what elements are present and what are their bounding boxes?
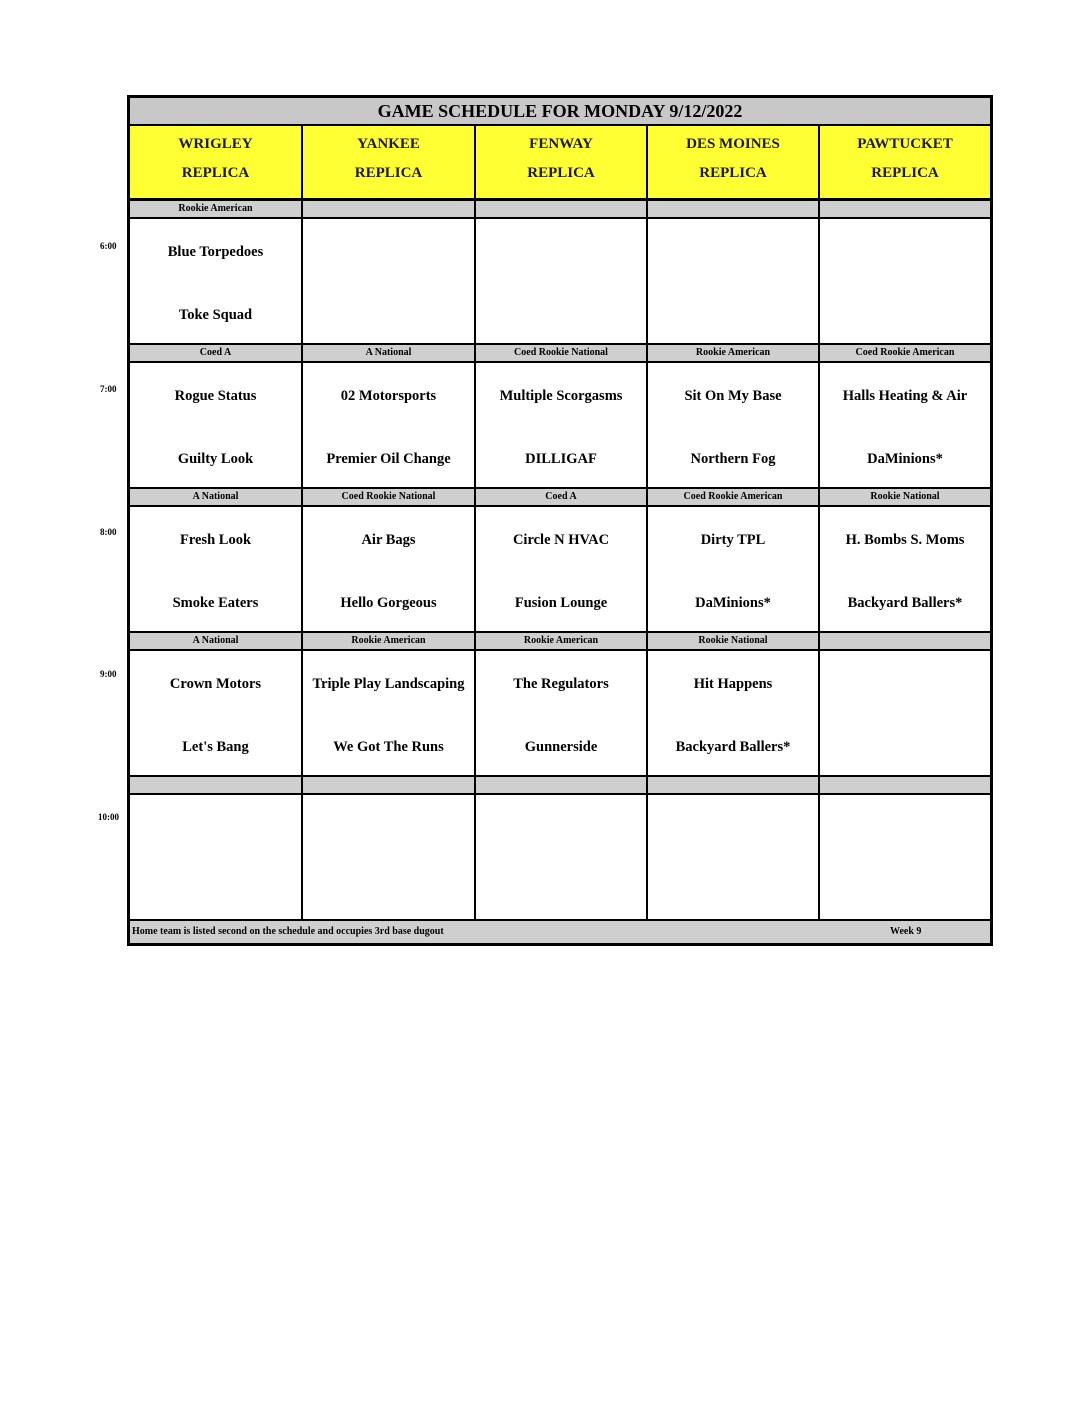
away-team: Crown Motors xyxy=(169,676,262,692)
division-label xyxy=(303,201,476,217)
time-label: 9:00 xyxy=(100,669,117,679)
home-team: Guilty Look xyxy=(177,451,254,467)
away-team: Blue Torpedoes xyxy=(167,244,264,260)
home-team: Backyard Ballers* xyxy=(847,595,963,611)
field-header xyxy=(820,126,990,198)
game-row xyxy=(130,795,990,921)
field-header xyxy=(303,126,476,198)
division-label xyxy=(476,777,648,793)
division-label xyxy=(820,201,990,217)
field-subtitle: REPLICA xyxy=(527,165,595,181)
game-cell xyxy=(820,795,990,919)
schedule-table xyxy=(127,95,993,946)
home-team: Smoke Eaters xyxy=(172,595,259,611)
time-label: 8:00 xyxy=(100,527,117,537)
page-title: GAME SCHEDULE FOR MONDAY 9/12/2022 xyxy=(130,98,990,126)
game-cell xyxy=(820,507,990,631)
game-cell xyxy=(303,651,476,775)
division-label xyxy=(476,201,648,217)
game-row xyxy=(130,651,990,777)
field-subtitle: REPLICA xyxy=(699,165,767,181)
away-team: Hit Happens xyxy=(693,676,773,692)
division-label: A National xyxy=(303,345,476,361)
away-team: Fresh Look xyxy=(179,532,252,548)
game-cell xyxy=(476,795,648,919)
division-label xyxy=(303,777,476,793)
field-name: YANKEE xyxy=(357,136,420,152)
game-cell xyxy=(303,507,476,631)
away-team: Air Bags xyxy=(361,532,416,548)
field-name: PAWTUCKET xyxy=(857,136,953,152)
away-team: Triple Play Landscaping xyxy=(312,676,465,692)
division-label: A National xyxy=(130,633,303,649)
game-cell xyxy=(820,219,990,343)
game-cell xyxy=(648,507,820,631)
division-label xyxy=(820,777,990,793)
away-team: Multiple Scorgasms xyxy=(499,388,623,404)
away-team: H. Bombs S. Moms xyxy=(845,532,965,548)
home-team: We Got The Runs xyxy=(333,739,444,755)
game-cell xyxy=(476,219,648,343)
time-label: 7:00 xyxy=(100,384,117,394)
field-subtitle: REPLICA xyxy=(871,165,939,181)
game-cell xyxy=(130,219,303,343)
game-cell xyxy=(820,651,990,775)
game-cell xyxy=(130,795,303,919)
home-team: Let's Bang xyxy=(182,739,249,755)
division-label xyxy=(130,777,303,793)
away-team: Halls Heating & Air xyxy=(842,388,968,404)
week-label: Week 9 xyxy=(890,926,922,937)
field-subtitle: REPLICA xyxy=(354,165,423,181)
away-team: The Regulators xyxy=(513,676,609,692)
division-label xyxy=(648,201,820,217)
home-team: Toke Squad xyxy=(178,307,253,323)
game-cell xyxy=(303,363,476,487)
division-label xyxy=(648,777,820,793)
game-cell xyxy=(476,507,648,631)
game-cell xyxy=(648,363,820,487)
division-label: Coed Rookie American xyxy=(648,489,820,505)
game-cell xyxy=(303,795,476,919)
division-label: Coed Rookie National xyxy=(303,489,476,505)
home-team: DaMinions* xyxy=(695,595,771,611)
home-team: DaMinions* xyxy=(867,451,943,467)
game-row xyxy=(130,363,990,489)
division-label: Coed Rookie National xyxy=(476,345,648,361)
division-label: Coed A xyxy=(476,489,648,505)
game-row xyxy=(130,219,990,345)
division-label xyxy=(820,633,990,649)
division-label: Rookie National xyxy=(648,633,820,649)
away-team: 02 Motorsports xyxy=(340,388,437,404)
game-cell xyxy=(130,507,303,631)
field-name: FENWAY xyxy=(529,136,593,152)
game-cell xyxy=(130,651,303,775)
division-label: Coed Rookie American xyxy=(820,345,990,361)
home-team: Backyard Ballers* xyxy=(675,739,791,755)
field-header xyxy=(476,126,648,198)
game-cell xyxy=(303,219,476,343)
division-row xyxy=(130,489,990,507)
division-row xyxy=(130,201,990,219)
division-label: Rookie American xyxy=(130,201,303,217)
time-label: 10:00 xyxy=(98,812,119,822)
home-team: Premier Oil Change xyxy=(326,451,451,467)
home-team: Northern Fog xyxy=(690,451,776,467)
game-cell xyxy=(820,363,990,487)
field-subtitle: REPLICA xyxy=(181,165,250,181)
footer-bar xyxy=(130,921,990,943)
away-team: Sit On My Base xyxy=(684,388,782,404)
time-label: 6:00 xyxy=(100,241,117,251)
home-team: Hello Gorgeous xyxy=(340,595,437,611)
away-team: Rogue Status xyxy=(174,388,257,404)
game-row xyxy=(130,507,990,633)
game-cell xyxy=(648,795,820,919)
home-team: DILLIGAF xyxy=(525,451,597,467)
game-cell xyxy=(476,363,648,487)
game-cell xyxy=(648,651,820,775)
field-header xyxy=(130,126,303,198)
division-row xyxy=(130,633,990,651)
division-label: Rookie American xyxy=(476,633,648,649)
game-cell xyxy=(130,363,303,487)
division-row xyxy=(130,345,990,363)
away-team: Dirty TPL xyxy=(700,532,766,548)
field-name: DES MOINES xyxy=(686,136,780,152)
field-header xyxy=(648,126,820,198)
division-label: Coed A xyxy=(130,345,303,361)
field-name: WRIGLEY xyxy=(178,136,253,152)
division-label: Rookie American xyxy=(303,633,476,649)
division-label: Rookie National xyxy=(820,489,990,505)
footer-note: Home team is listed second on the schedule and occupies 3rd base dugout xyxy=(132,926,444,937)
home-team: Gunnerside xyxy=(524,739,598,755)
away-team: Circle N HVAC xyxy=(512,532,610,548)
division-label: A National xyxy=(130,489,303,505)
game-cell xyxy=(476,651,648,775)
division-label: Rookie American xyxy=(648,345,820,361)
home-team: Fusion Lounge xyxy=(514,595,608,611)
game-cell xyxy=(648,219,820,343)
division-row xyxy=(130,777,990,795)
field-header-row xyxy=(130,126,990,201)
